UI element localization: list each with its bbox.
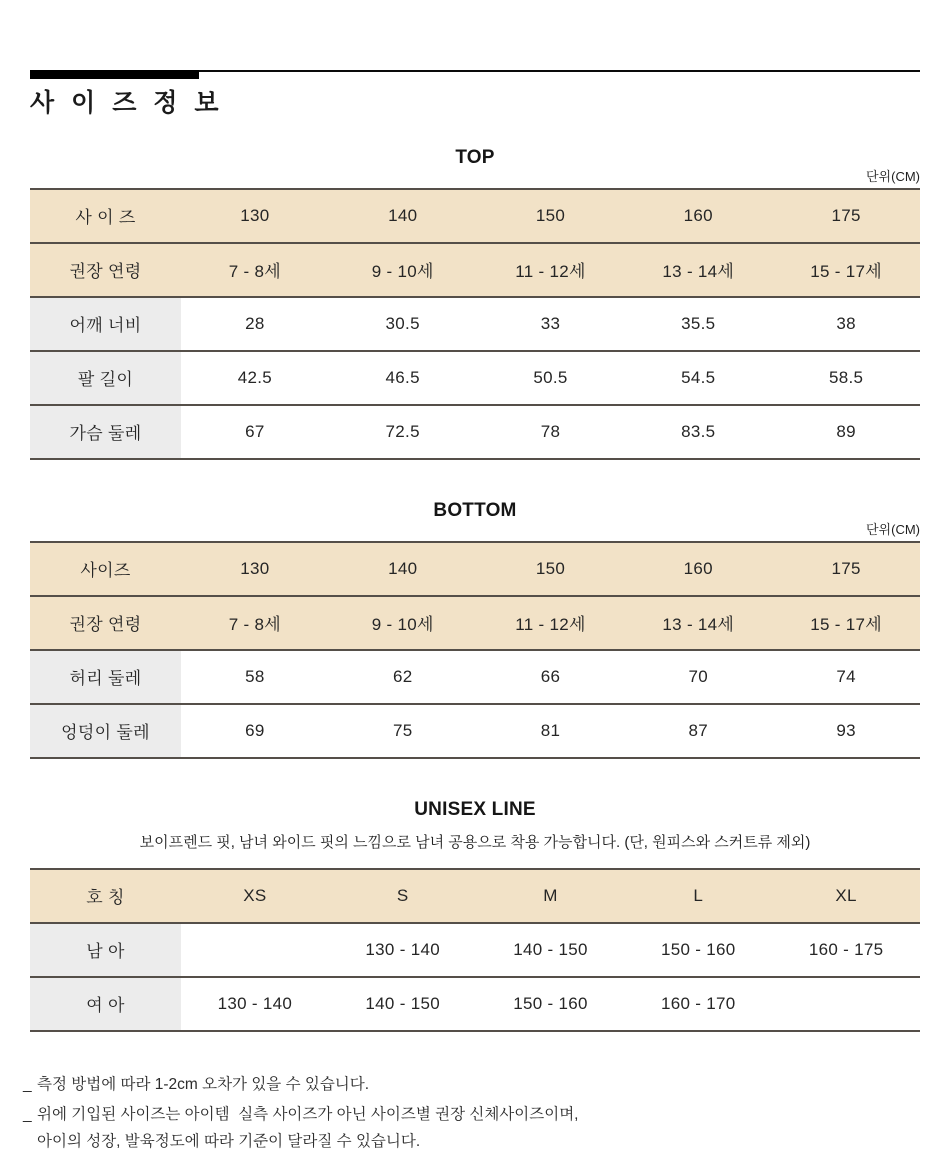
bottom-section-head	[30, 500, 920, 541]
value-cell: 62	[329, 650, 477, 704]
row-label-cell: 엉덩이 둘레	[30, 704, 181, 758]
value-cell: 72.5	[329, 405, 477, 459]
top-section	[30, 147, 920, 460]
value-cell: 13 - 14세	[624, 243, 772, 297]
header-rule-bar	[30, 70, 199, 79]
value-cell: 150 - 160	[477, 977, 625, 1031]
footnotes	[23, 1074, 920, 1154]
value-cell: 46.5	[329, 351, 477, 405]
value-cell: 28	[181, 297, 329, 351]
value-cell: 11 - 12세	[477, 243, 625, 297]
value-cell: S	[329, 869, 477, 923]
value-cell: 38	[772, 297, 920, 351]
footnote-prefix: _	[23, 1075, 32, 1093]
value-cell: 9 - 10세	[329, 243, 477, 297]
value-cell: 74	[772, 650, 920, 704]
value-cell: 87	[624, 704, 772, 758]
row-label-cell: 어깨 너비	[30, 297, 181, 351]
value-cell: 54.5	[624, 351, 772, 405]
value-cell: 160 - 170	[624, 977, 772, 1031]
table-row	[30, 297, 920, 351]
top-size-table	[30, 188, 920, 460]
footnote-text: 아이의 성장, 발육정도에 따라 기준이 달라질 수 있습니다.	[37, 1133, 421, 1151]
value-cell: 130	[181, 189, 329, 243]
table-row	[30, 596, 920, 650]
value-cell: 50.5	[477, 351, 625, 405]
value-cell: XL	[772, 869, 920, 923]
value-cell: 9 - 10세	[329, 596, 477, 650]
footnote-line	[23, 1131, 920, 1153]
value-cell: 30.5	[329, 297, 477, 351]
table-row	[30, 704, 920, 758]
value-cell: 70	[624, 650, 772, 704]
unisex-section-title: UNISEX LINE	[414, 798, 536, 820]
value-cell: 175	[772, 542, 920, 596]
value-cell: 83.5	[624, 405, 772, 459]
unisex-section-head	[30, 799, 920, 821]
value-cell: 7 - 8세	[181, 243, 329, 297]
row-label-cell: 권장 연령	[30, 243, 181, 297]
unisex-subtitle: 보이프렌드 핏, 남녀 와이드 핏의 느낌으로 남녀 공용으로 착용 가능합니다. (단, 원피스와 스커트류 제외)	[139, 833, 811, 851]
value-cell: 35.5	[624, 297, 772, 351]
value-cell: 15 - 17세	[772, 243, 920, 297]
table-row	[30, 189, 920, 243]
value-cell: 67	[181, 405, 329, 459]
unisex-size-table	[30, 868, 920, 1032]
value-cell: 66	[477, 650, 625, 704]
row-label-cell: 여 아	[30, 977, 181, 1031]
value-cell: 15 - 17세	[772, 596, 920, 650]
value-cell: XS	[181, 869, 329, 923]
bottom-section	[30, 500, 920, 759]
table-row	[30, 405, 920, 459]
value-cell: 78	[477, 405, 625, 459]
value-cell: 140	[329, 189, 477, 243]
value-cell: 140 - 150	[329, 977, 477, 1031]
row-label-cell: 사 이 즈	[30, 189, 181, 243]
row-label-cell: 남 아	[30, 923, 181, 977]
value-cell: 160 - 175	[772, 923, 920, 977]
value-cell: 160	[624, 542, 772, 596]
page-title: 사 이 즈 정 보	[30, 89, 224, 117]
unit-label-bottom: 단위(CM)	[866, 521, 920, 537]
value-cell: 140	[329, 542, 477, 596]
value-cell: 175	[772, 189, 920, 243]
row-label-cell: 사이즈	[30, 542, 181, 596]
value-cell: M	[477, 869, 625, 923]
value-cell: 93	[772, 704, 920, 758]
table-row	[30, 351, 920, 405]
row-label-cell: 팔 길이	[30, 351, 181, 405]
unit-label-top: 단위(CM)	[866, 168, 920, 184]
value-cell: 11 - 12세	[477, 596, 625, 650]
table-row	[30, 650, 920, 704]
value-cell: 160	[624, 189, 772, 243]
value-cell: 7 - 8세	[181, 596, 329, 650]
header-rule	[30, 70, 920, 79]
footnote-line	[23, 1104, 920, 1126]
value-cell: L	[624, 869, 772, 923]
value-cell: 58.5	[772, 351, 920, 405]
row-label-cell: 허리 둘레	[30, 650, 181, 704]
value-cell: 33	[477, 297, 625, 351]
top-section-head	[30, 147, 920, 188]
table-row	[30, 923, 920, 977]
table-row	[30, 869, 920, 923]
bottom-size-table	[30, 541, 920, 759]
value-cell: 13 - 14세	[624, 596, 772, 650]
top-section-title: TOP	[455, 146, 495, 168]
row-label-cell: 호 칭	[30, 869, 181, 923]
value-cell: 150	[477, 542, 625, 596]
footnote-text: 측정 방법에 따라 1-2cm 오차가 있을 수 있습니다.	[37, 1075, 370, 1093]
value-cell: 58	[181, 650, 329, 704]
value-cell: 130 - 140	[329, 923, 477, 977]
value-cell: 81	[477, 704, 625, 758]
value-cell: 150	[477, 189, 625, 243]
size-info-page	[23, 0, 920, 1154]
value-cell: 140 - 150	[477, 923, 625, 977]
unisex-section	[30, 799, 920, 1032]
value-cell	[181, 923, 329, 977]
row-label-cell: 권장 연령	[30, 596, 181, 650]
table-row	[30, 542, 920, 596]
value-cell: 150 - 160	[624, 923, 772, 977]
bottom-section-title: BOTTOM	[433, 499, 517, 521]
value-cell: 69	[181, 704, 329, 758]
value-cell: 89	[772, 405, 920, 459]
value-cell: 130	[181, 542, 329, 596]
value-cell: 75	[329, 704, 477, 758]
value-cell	[772, 977, 920, 1031]
value-cell: 130 - 140	[181, 977, 329, 1031]
footnote-prefix: _	[23, 1105, 32, 1123]
value-cell: 42.5	[181, 351, 329, 405]
row-label-cell: 가슴 둘레	[30, 405, 181, 459]
footnote-line	[23, 1074, 920, 1096]
footnote-text: 위에 기입된 사이즈는 아이템 실측 사이즈가 아닌 사이즈별 권장 신체사이즈이며,	[37, 1105, 579, 1123]
table-row	[30, 243, 920, 297]
page-header	[30, 70, 920, 118]
table-row	[30, 977, 920, 1031]
